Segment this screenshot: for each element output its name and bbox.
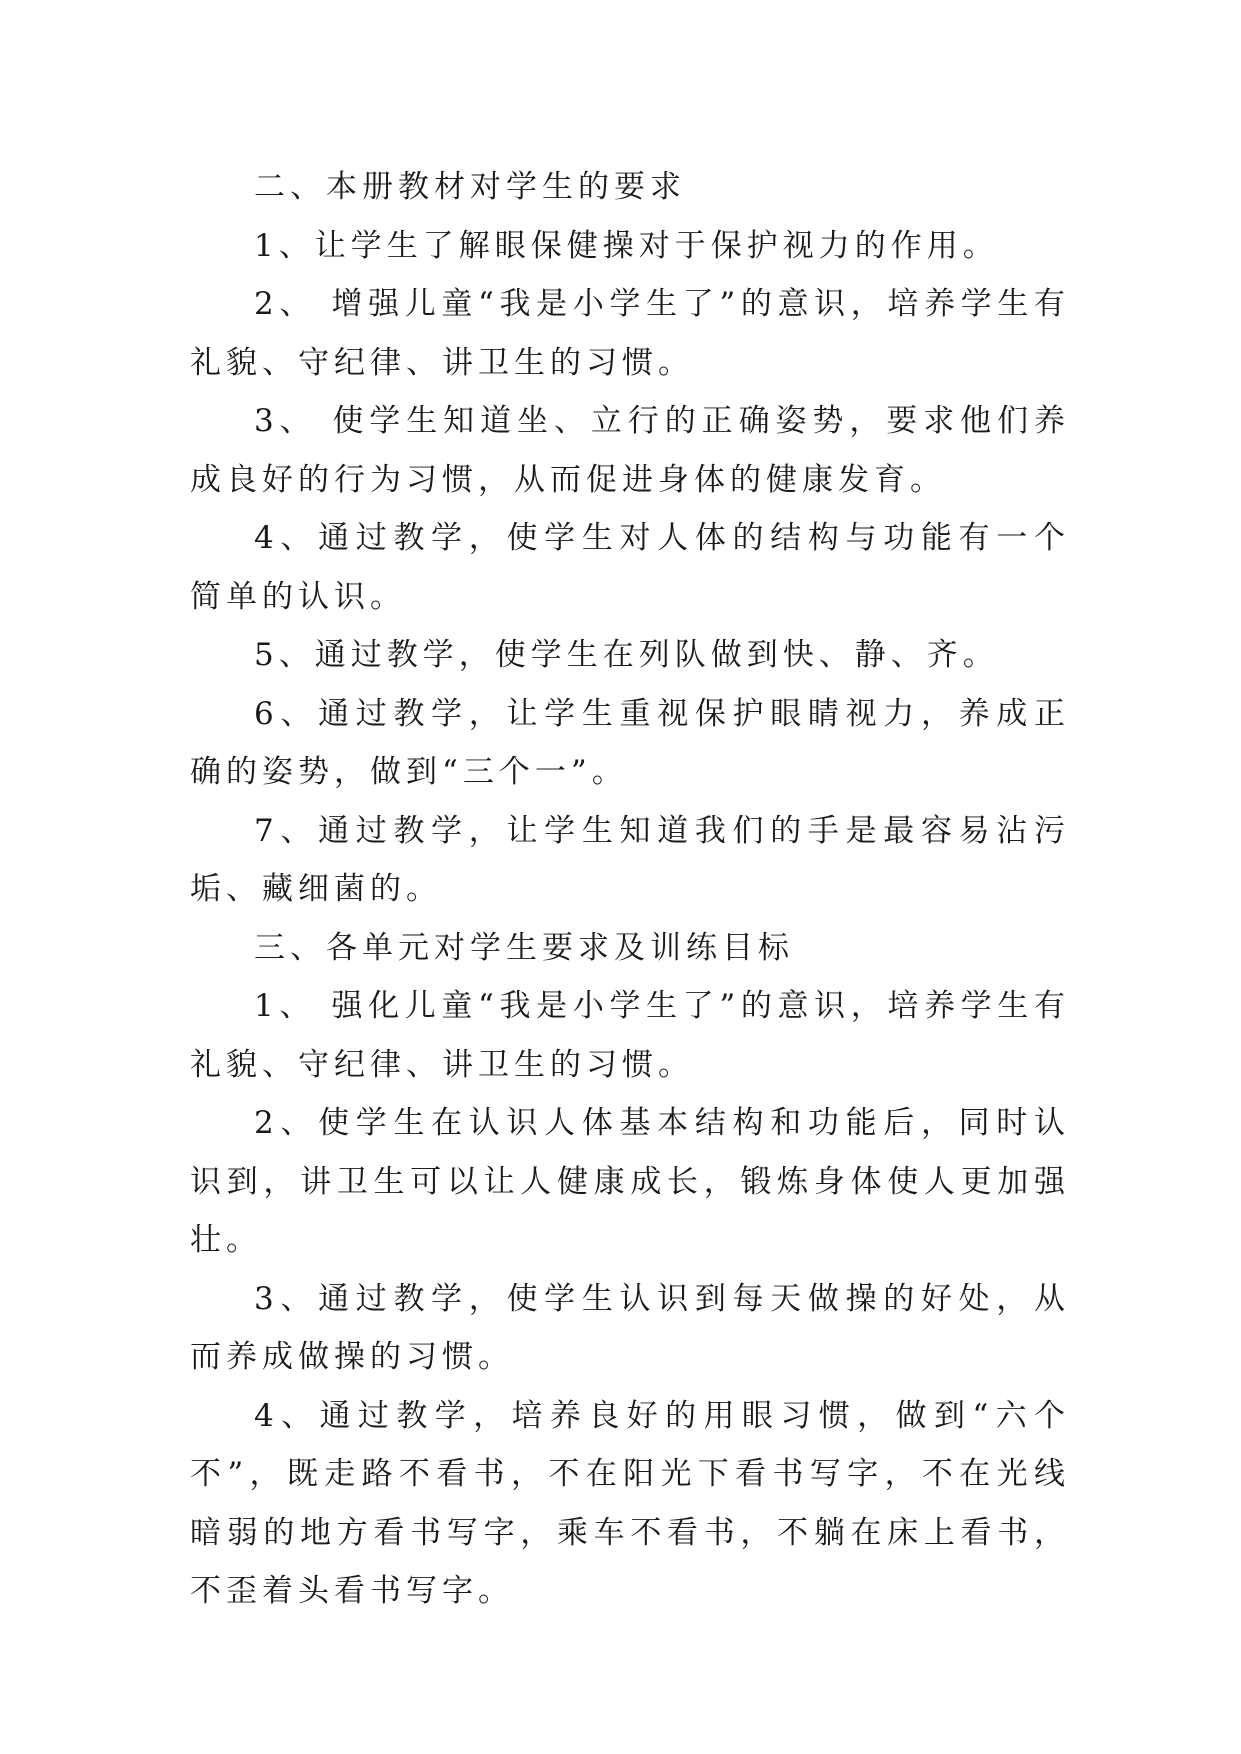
- unit-goal-item-4: 4、通过教学，培养良好的用眼习惯，做到“六个不”，既走路不看书，不在阳光下看书写字，不在光线暗弱的地方看书写字，乘车不看书，不躺在床上看书，不歪着头看书写字。: [190, 1397, 1070, 1609]
- unit-goal-item-2: 2、使学生在认识人体基本结构和功能后，同时认识到，讲卫生可以让人健康成长，锻炼身体使人更加强壮。: [190, 1105, 1070, 1258]
- document-page: [190, 158, 1070, 1621]
- paragraph-item-2: 2、 增强儿童“我是小学生了”的意识，培养学生有礼貌、守纪律、讲卫生的习惯。: [190, 286, 1070, 381]
- unit-goal-item-3: 3、通过教学，使学生认识到每天做操的好处，从而养成做操的习惯。: [190, 1280, 1070, 1375]
- paragraph-item-4: 4、通过教学，使学生对人体的结构与功能有一个简单的认识。: [190, 520, 1070, 615]
- paragraph-item-6: 6、通过教学，让学生重视保护眼睛视力，养成正确的姿势，做到“三个一”。: [190, 695, 1070, 790]
- unit-goal-item-1: 1、 强化儿童“我是小学生了”的意识，培养学生有礼貌、守纪律、讲卫生的习惯。: [190, 988, 1070, 1083]
- paragraph-item-7: 7、通过教学，让学生知道我们的手是最容易沾污垢、藏细菌的。: [190, 812, 1070, 907]
- paragraph-item-1: 1、让学生了解眼保健操对于保护视力的作用。: [254, 227, 999, 264]
- section-heading-unit-goals: 三、各单元对学生要求及训练目标: [254, 929, 794, 966]
- paragraph-item-5: 5、通过教学，使学生在列队做到快、静、齐。: [254, 637, 999, 673]
- paragraph-item-3: 3、 使学生知道坐、立行的正确姿势，要求他们养成良好的行为习惯，从而促进身体的健康发育。: [190, 403, 1070, 498]
- section-heading-textbook-requirements: 二、本册教材对学生的要求: [254, 169, 686, 205]
